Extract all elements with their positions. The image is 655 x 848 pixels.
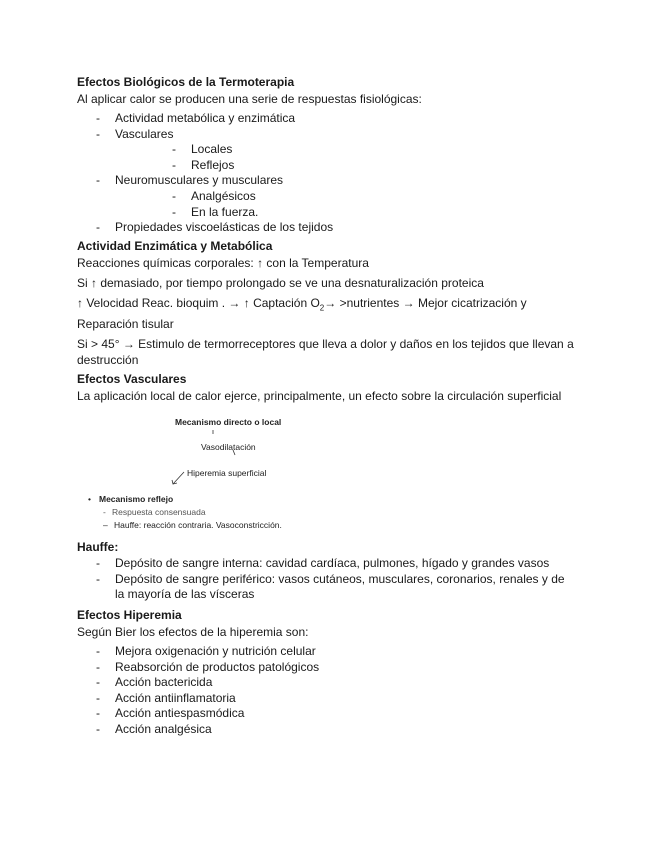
section-title-enzimatica: Actividad Enzimática y Metabólica — [77, 238, 273, 253]
list-item: - Analgésicos — [115, 189, 577, 205]
paragraph: ↑ Velocidad Reac. bioquim . → ↑ Captación $O_2\to$ >nutrientes → Mejor cicatrización y Reparación tisular — [77, 295, 527, 332]
section-title-termoterapia: Efectos Biológicos de la Termoterapia — [77, 75, 295, 89]
effects-list — [77, 111, 577, 236]
list-item: - En la fuerza. — [115, 205, 577, 221]
list-item: - Locales — [115, 142, 577, 158]
diagram-label-mecanismo-directo: Mecanismo directo o local — [175, 417, 282, 428]
list-item: - Neuromusculares y musculares - Analgésicos - En la fuerza. — [77, 173, 577, 220]
section-title-hiperemia: Efectos Hiperemia — [77, 607, 182, 622]
diagram-bullet: • — [88, 494, 91, 505]
paragraph: Reacciones químicas corporales: ↑ con la Temperatura — [77, 255, 369, 270]
list-item: - Depósito de sangre interna: cavidad cardíaca, pulmones, hígado y grandes vasos — [77, 556, 577, 572]
paragraph: La aplicación local de calor ejerce, principalmente, un efecto sobre la circulación superficial — [77, 389, 562, 404]
paragraph: Si > 45° → Estimulo de termorreceptores que lleva a dolor y daños en los tejidos que llevan a destrucción — [77, 337, 574, 368]
diagram-label-hiperemia: Hiperemia superficial — [187, 468, 267, 479]
diagram-dash: - — [103, 507, 106, 518]
diagram-label-hauffe: Hauffe: reacción contraria. Vasoconstricción. — [114, 520, 282, 531]
hauffe-list — [77, 556, 577, 603]
diagram-label-mecanismo-reflejo: Mecanismo reflejo — [99, 494, 174, 505]
list-item: - Acción antiespasmódica — [77, 706, 577, 722]
paragraph: Si ↑ demasiado, por tiempo prolongado se ve una desnaturalización proteica — [77, 275, 484, 290]
list-item: - Vasculares - Locales - Reflejos — [77, 127, 577, 174]
list-item: - Depósito de sangre periférico: vasos cutáneos, musculares, coronarios, renales y de la mayoría de las vísceras — [77, 572, 577, 603]
list-item: - Propiedades viscoelásticas de los tejidos — [77, 220, 577, 236]
document-page — [77, 73, 577, 737]
diagram-label-respuesta: Respuesta consensuada — [112, 507, 206, 518]
intro-paragraph: Según Bier los efectos de la hiperemia son: — [77, 624, 309, 639]
list-item: - Actividad metabólica y enzimática — [77, 111, 577, 127]
list-item: - Mejora oxigenación y nutrición celular — [77, 644, 577, 660]
list-item: - Acción antiinflamatoria — [77, 691, 577, 707]
diagram-label-vasodilatacion: Vasodilatación — [201, 442, 256, 453]
list-item: - Acción bactericida — [77, 675, 577, 691]
section-title-hauffe: Hauffe: — [77, 540, 119, 555]
section-title-vasculares: Efectos Vasculares — [77, 372, 187, 387]
list-item: - Reflejos — [115, 158, 577, 174]
intro-paragraph: Al aplicar calor se producen una serie de respuestas fisiológicas: — [77, 92, 422, 106]
list-item: - Reabsorción de productos patológicos — [77, 660, 577, 676]
list-item: - Acción analgésica — [77, 722, 577, 738]
vascular-mechanism-diagram — [77, 404, 577, 532]
sub-list — [115, 189, 577, 220]
hiperemia-list — [77, 644, 577, 738]
diagram-dash: – — [103, 520, 108, 531]
sub-list — [115, 142, 577, 173]
